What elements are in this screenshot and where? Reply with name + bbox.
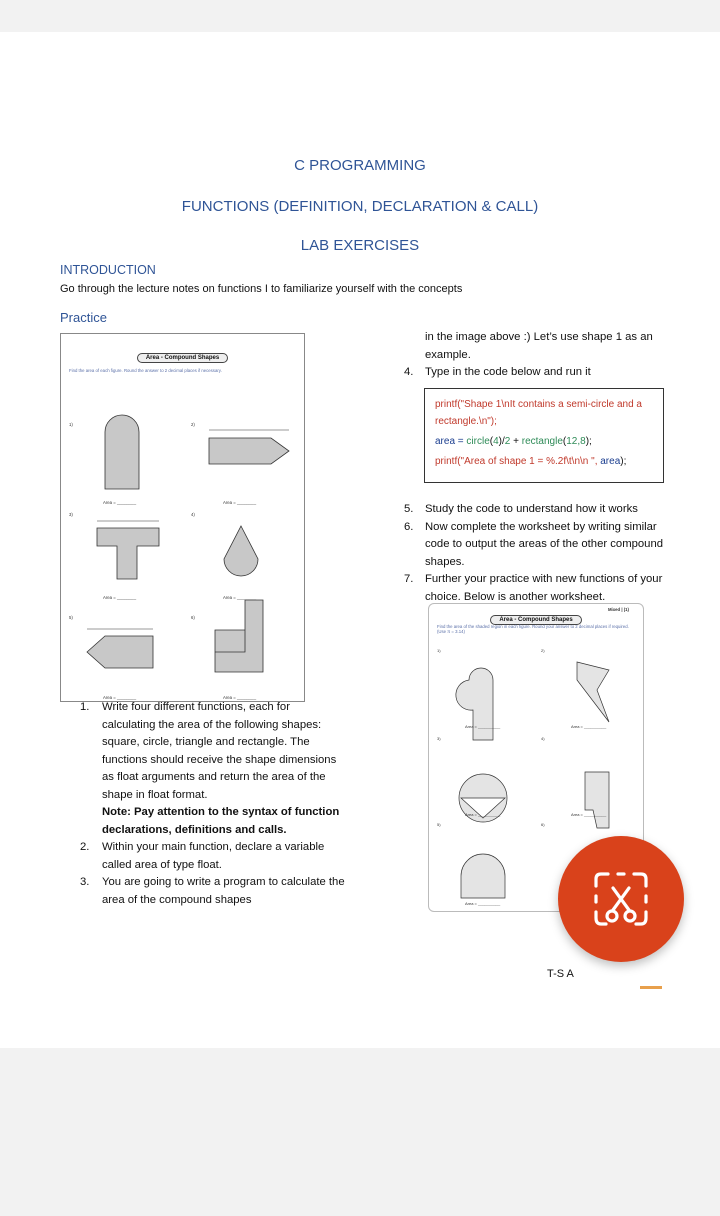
code-token: ); bbox=[585, 436, 592, 447]
section-title: LAB EXERCISES bbox=[300, 237, 420, 254]
svg-text:6): 6) bbox=[541, 822, 545, 827]
list-item bbox=[396, 571, 676, 606]
code-token: )/ bbox=[498, 436, 505, 447]
list-item bbox=[60, 699, 345, 839]
code-token: 2 bbox=[504, 436, 511, 447]
svg-text:2): 2) bbox=[541, 648, 545, 653]
svg-text:3): 3) bbox=[69, 512, 73, 517]
code-token: ( bbox=[562, 436, 567, 447]
svg-text:Area = ________: Area = ________ bbox=[103, 695, 137, 700]
worksheet2-instruction: Find the area of the shaded region in each figure. Round your answer to 2 decimal places if required. (Use π = 3.14) bbox=[437, 624, 629, 634]
continuation-text: in the image above :) Let’s use shape 1 as an example. bbox=[425, 331, 653, 361]
screenshot-crop-button[interactable] bbox=[558, 836, 684, 962]
list-item bbox=[60, 874, 345, 909]
code-token: printf("Area of shape 1 = %.2f\t\n\n ", bbox=[435, 456, 601, 467]
list-number: 7. bbox=[404, 573, 414, 585]
code-line bbox=[435, 432, 663, 452]
footer-accent-bar bbox=[640, 986, 662, 989]
svg-text:Area = __________: Area = __________ bbox=[571, 812, 607, 817]
worksheet-image-1 bbox=[60, 333, 305, 702]
code-token: 4 bbox=[493, 436, 499, 447]
code-line: printf("Shape 1\nIt contains a semi-circle and a bbox=[435, 399, 642, 410]
svg-text:1): 1) bbox=[69, 422, 73, 427]
list-text: Study the code to understand how it works bbox=[425, 503, 638, 515]
list-number: 3. bbox=[80, 876, 90, 888]
instructions-list-left bbox=[60, 699, 345, 909]
list-number: 2. bbox=[80, 841, 90, 853]
svg-text:1): 1) bbox=[437, 648, 441, 653]
svg-text:5): 5) bbox=[69, 615, 73, 620]
list-text: Type in the code below and run it bbox=[425, 366, 591, 378]
svg-text:Area = ________: Area = ________ bbox=[223, 695, 257, 700]
svg-text:Area = __________: Area = __________ bbox=[465, 724, 501, 729]
code-token: rectangle bbox=[521, 436, 563, 447]
svg-text:Area = ________: Area = ________ bbox=[103, 595, 137, 600]
list-number: 5. bbox=[404, 503, 414, 515]
list-item bbox=[396, 519, 676, 572]
list-text: Within your main function, declare a variable called area of type float. bbox=[102, 841, 325, 871]
svg-text:3): 3) bbox=[437, 736, 441, 741]
svg-text:6): 6) bbox=[191, 615, 195, 620]
note-text: Note: Pay attention to the syntax of function declarations, definitions and calls. bbox=[102, 806, 340, 836]
instructions-list-right-top bbox=[396, 329, 676, 382]
worksheet1-instruction: Find the area of each figure. Round the answer to 2 decimal places if necessary. bbox=[69, 368, 222, 373]
list-item bbox=[60, 839, 345, 874]
code-token: area bbox=[600, 456, 621, 467]
svg-text:Area = __________: Area = __________ bbox=[571, 724, 607, 729]
document-subtitle: FUNCTIONS (DEFINITION, DECLARATION & CALL) bbox=[181, 198, 539, 215]
list-item bbox=[396, 364, 676, 382]
list-item bbox=[396, 501, 676, 519]
list-text: You are going to write a program to calculate the area of the compound shapes bbox=[102, 876, 345, 906]
list-number: 1. bbox=[80, 701, 90, 713]
intro-heading: INTRODUCTION bbox=[60, 263, 156, 277]
intro-text: Go through the lecture notes on functions I to familiarize yourself with the concepts bbox=[60, 283, 463, 295]
list-number: 6. bbox=[404, 520, 414, 533]
code-token: + bbox=[510, 436, 522, 447]
list-text: Further your practice with new functions of your choice. Below is another worksheet. bbox=[425, 573, 663, 603]
code-line bbox=[435, 452, 663, 472]
svg-text:5): 5) bbox=[437, 822, 441, 827]
svg-text:Area = ________: Area = ________ bbox=[223, 500, 257, 505]
instructions-list-right bbox=[396, 501, 676, 606]
code-token: area = bbox=[435, 436, 467, 447]
code-token: ); bbox=[620, 456, 627, 467]
svg-text:Area = ________: Area = ________ bbox=[103, 500, 137, 505]
footer-label: T-S A bbox=[547, 968, 574, 980]
document-title: C PROGRAMMING bbox=[294, 157, 426, 174]
scissors-selection-icon bbox=[558, 836, 684, 962]
svg-text:Area = __________: Area = __________ bbox=[465, 812, 501, 817]
svg-text:4): 4) bbox=[191, 512, 195, 517]
list-number: 4. bbox=[404, 366, 414, 378]
svg-text:Area = ________: Area = ________ bbox=[223, 595, 257, 600]
worksheet1-shapes bbox=[61, 374, 304, 704]
code-block bbox=[424, 388, 664, 483]
list-text: Write four different functions, each for calculating the area of the following shapes: square, circle, triangle and rectangle. The functions should receive the shape dimensions as float arguments and return the area of the shape in float format. bbox=[102, 701, 337, 801]
code-token: ( bbox=[489, 436, 494, 447]
code-token: circle bbox=[466, 436, 490, 447]
code-line: rectangle.\n"); bbox=[435, 416, 497, 427]
worksheet1-title: Area - Compound Shapes bbox=[137, 353, 228, 363]
practice-heading: Practice bbox=[60, 310, 107, 325]
svg-text:2): 2) bbox=[191, 422, 195, 427]
code-token: 12,8 bbox=[566, 436, 586, 447]
svg-text:Area = __________: Area = __________ bbox=[465, 901, 501, 906]
list-text: Now complete the worksheet by writing similar code to output the areas of the other compound shapes. bbox=[425, 520, 664, 568]
svg-text:4): 4) bbox=[541, 736, 545, 741]
worksheet2-title: Area - Compound Shapes bbox=[490, 615, 581, 625]
worksheet2-tag: Mixed | (1) bbox=[607, 607, 629, 612]
